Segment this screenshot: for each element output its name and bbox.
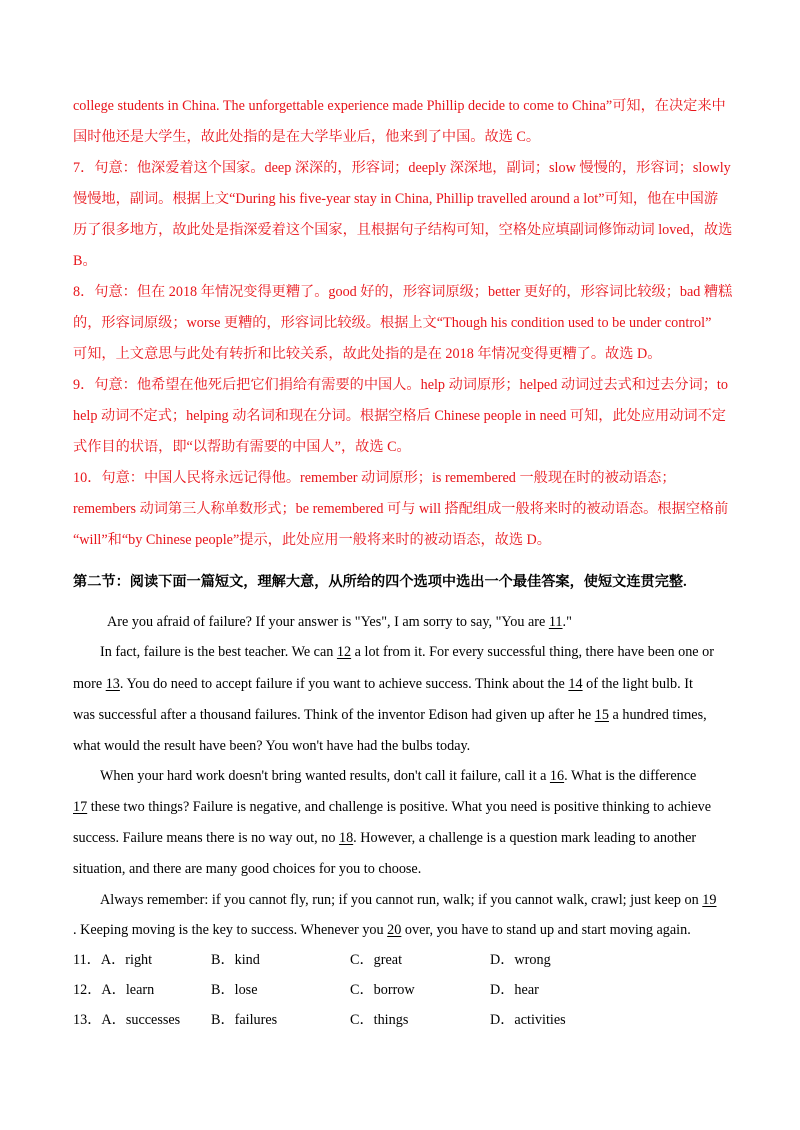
passage-text: . You do need to accept failure if you want to achieve success. Think about the <box>119 676 569 692</box>
question-12-option-c[interactable]: C．borrow <box>350 982 415 998</box>
passage-text: When your hard work doesn't bring wanted results, don't call it failure, call it a <box>100 768 550 784</box>
passage-line <box>73 797 728 817</box>
passage-text: a hundred times, <box>608 707 707 723</box>
explanation-line: 7．句意：他深爱着这个国家。deep 深深的，形容词；deeply 深深地，副词；slow 慢慢的，形容词；slowly <box>73 160 731 176</box>
explanation-line: 8．句意：但在 2018 年情况变得更糟了。good 好的，形容词原级；better 更好的，形容词比较级；bad 糟糕 <box>73 284 733 300</box>
question-13-option-a[interactable] <box>73 1010 180 1030</box>
passage-text: Always remember: if you cannot fly, run; if you cannot run, walk; if you cannot walk, crawl; just keep on <box>100 892 703 908</box>
passage-line <box>100 890 755 910</box>
explanation-line: remembers 动词第三人称单数形式；be remembered 可与 will 搭配组成一般将来时的被动语态。根据空格前 <box>73 501 729 517</box>
question-13-option-c[interactable]: C．things <box>350 1012 409 1028</box>
passage-text: ." <box>562 614 572 630</box>
passage-line: what would the result have been? You won't have had the bulbs today. <box>73 738 471 754</box>
option-text: A．learn <box>101 982 155 998</box>
passage-text: . Keeping moving is the key to success. Whenever you <box>73 922 388 938</box>
passage-text: Are you afraid of failure? If your answer is "Yes", I am sorry to say, "You are <box>107 614 549 630</box>
explanation-line: 9．句意：他希望在他死后把它们捐给有需要的中国人。help 动词原形；helped 动词过去式和过去分词；to <box>73 377 728 393</box>
blank-17: 17 <box>73 799 88 815</box>
question-11-option-b[interactable]: B．kind <box>211 952 260 968</box>
question-number: 13． <box>73 1012 102 1028</box>
passage-text: In fact, failure is the best teacher. We can <box>100 644 337 660</box>
option-text: A．successes <box>101 1012 181 1028</box>
explanation-line: 慢慢地，副词。根据上文“During his five-year stay in China, Phillip travelled around a lot”可知，他在中国游 <box>73 191 719 207</box>
passage-text: of the light bulb. It <box>582 676 693 692</box>
passage-text: a lot from it. For every successful thing, there have been one or <box>351 644 714 660</box>
explanation-line: college students in China. The unforgettable experience made Phillip decide to come to China”可知，在决定来中 <box>73 98 726 114</box>
passage-line <box>100 642 755 662</box>
passage-text: . However, a challenge is a question mark leading to another <box>353 830 697 846</box>
passage-text: was successful after a thousand failures. Think of the inventor Edison had given up after he <box>73 707 595 723</box>
passage-line <box>107 612 762 632</box>
section-heading: 第二节：阅读下面一篇短文，理解大意，从所给的四个选项中选出一个最佳答案，使短文连贯完整. <box>73 574 687 590</box>
passage-line <box>73 674 728 694</box>
question-12-option-a[interactable] <box>73 980 154 1000</box>
question-13-option-b[interactable]: B．failures <box>211 1012 278 1028</box>
explanation-line: 历了很多地方，故此处是指深爱着这个国家，且根据句子结构可知，空格处应填副词修饰动词 loved，故选 <box>73 222 733 238</box>
blank-18: 18 <box>338 830 354 846</box>
passage-line: situation, and there are many good choices for you to choose. <box>73 861 422 877</box>
explanation-line: help 动词不定式；helping 动名词和现在分词。根据空格后 Chinese people in need 可知，此处应用动词不定 <box>73 408 726 424</box>
explanation-line: 的，形容词原级；worse 更糟的，形容词比较级。根据上文“Though his condition used to be under control” <box>73 315 712 331</box>
explanation-line: 可知，上文意思与此处有转折和比较关系，故此处指的是在 2018 年情况变得更糟了。故选 D。 <box>73 346 662 362</box>
passage-line <box>73 920 728 940</box>
passage-line <box>100 766 755 786</box>
question-12-option-d[interactable]: D．hear <box>490 982 539 998</box>
passage-text: . What is the difference <box>564 768 700 784</box>
question-11-option-a[interactable] <box>73 950 152 970</box>
explanation-line: 式作目的状语，即“以帮助有需要的中国人”，故选 C。 <box>73 439 411 455</box>
question-13-option-d[interactable]: D．activities <box>490 1012 566 1028</box>
blank-14: 14 <box>568 676 583 692</box>
explanation-line: B。 <box>73 253 97 269</box>
option-text: A．right <box>100 952 153 968</box>
question-12-option-b[interactable]: B．lose <box>211 982 258 998</box>
explanation-line: 10．句意：中国人民将永远记得他。remember 动词原形；is remembered 一般现在时的被动语态； <box>73 470 676 486</box>
passage-line <box>73 705 728 725</box>
explanation-line: “will”和“by Chinese people”提示，此处应用一般将来时的被动语态，故选 D。 <box>73 532 551 548</box>
blank-15: 15 <box>594 707 609 723</box>
blank-12: 12 <box>336 644 352 660</box>
blank-16: 16 <box>549 768 565 784</box>
question-11-option-c[interactable]: C．great <box>350 952 403 968</box>
passage-text: these two things? Failure is negative, and challenge is positive. What you need is positive thinking to achieve <box>87 799 712 815</box>
passage-text: more <box>73 676 106 692</box>
explanation-line: 国时他还是大学生，故此处指的是在大学毕业后，他来到了中国。故选 C。 <box>73 129 541 145</box>
blank-11: 11 <box>548 614 563 630</box>
blank-20: 20 <box>387 922 402 938</box>
question-number: 11． <box>73 952 101 968</box>
passage-line <box>73 828 728 848</box>
question-number: 12． <box>73 982 102 998</box>
blank-13: 13 <box>105 676 120 692</box>
passage-text: success. Failure means there is no way out, no <box>73 830 339 846</box>
question-11-option-d[interactable]: D．wrong <box>490 952 551 968</box>
blank-19: 19 <box>702 892 717 908</box>
passage-text: over, you have to stand up and start moving again. <box>401 922 691 938</box>
